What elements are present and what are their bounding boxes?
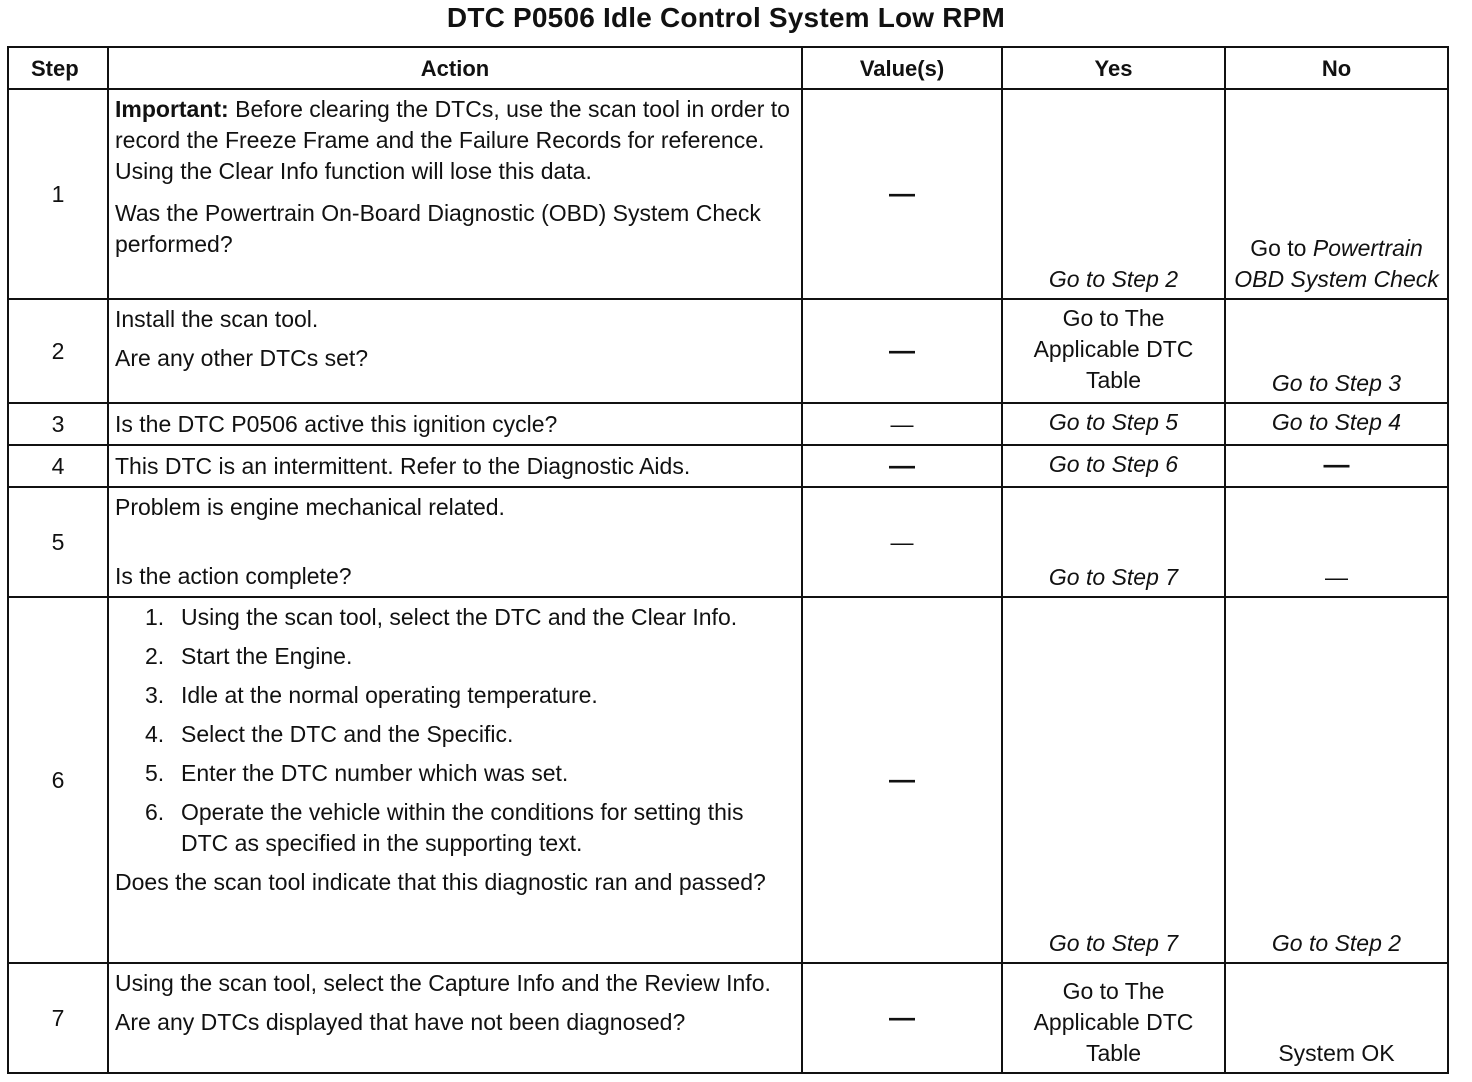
header-action: Action	[108, 47, 802, 89]
action-question: Is the DTC P0506 active this ignition cycle?	[108, 403, 802, 445]
table-row	[8, 89, 1448, 299]
step-number: 2	[8, 299, 108, 403]
header-step: Step	[8, 47, 108, 89]
action-question: This DTC is an intermittent. Refer to the Diagnostic Aids.	[108, 445, 802, 487]
yes-link[interactable]: Go to The Applicable DTC Table	[1002, 963, 1225, 1073]
yes-link[interactable]: Go to The Applicable DTC Table	[1002, 299, 1225, 403]
value-cell: —	[802, 299, 1002, 403]
value-cell: —	[802, 963, 1002, 1073]
value-cell: —	[802, 89, 1002, 299]
table-row	[8, 487, 1448, 597]
yes-link[interactable]: Go to Step 7	[1002, 597, 1225, 963]
yes-link[interactable]: Go to Step 2	[1002, 89, 1225, 299]
action-question: Does the scan tool indicate that this diagnostic ran and passed?	[115, 869, 766, 895]
table-row	[8, 597, 1448, 963]
list-item: 2. Start the Engine.	[145, 643, 353, 669]
action-cell	[108, 963, 802, 1073]
important-label: Important:	[115, 96, 229, 122]
list-item: 4. Select the DTC and the Specific.	[145, 721, 514, 747]
action-cell	[108, 487, 802, 597]
page-title: DTC P0506 Idle Control System Low RPM	[446, 2, 1006, 33]
yes-link[interactable]: Go to Step 6	[1002, 445, 1225, 487]
table-row	[8, 445, 1448, 487]
action-note: Important: Before clearing the DTCs, use the scan tool in order to record the Freeze Frame and the Failure Records for reference. Using the Clear Info function will lose this data.	[115, 96, 790, 184]
action-question: Was the Powertrain On-Board Diagnostic (OBD) System Check performed?	[115, 200, 761, 257]
action-cell	[108, 89, 802, 299]
table-row	[8, 299, 1448, 403]
no-result: System OK	[1225, 963, 1448, 1073]
list-item: 1. Using the scan tool, select the DTC and the Clear Info.	[145, 604, 738, 630]
value-cell: —	[802, 403, 1002, 445]
no-link[interactable]: Go to Step 2	[1225, 597, 1448, 963]
list-item: 6. Operate the vehicle within the conditions for setting this DTC as specified in the supporting text.	[145, 799, 744, 856]
table-row	[8, 403, 1448, 445]
action-line: Problem is engine mechanical related.	[115, 494, 505, 520]
step-number: 4	[8, 445, 108, 487]
no-cell[interactable]	[1225, 89, 1448, 299]
step-number: 7	[8, 963, 108, 1073]
value-cell: —	[802, 487, 1002, 597]
list-item: 3. Idle at the normal operating temperature.	[145, 682, 598, 708]
no-link[interactable]: Go to Step 4	[1225, 403, 1448, 445]
action-question: Is the action complete?	[115, 563, 352, 589]
no-link[interactable]: Go to Step 3	[1225, 299, 1448, 403]
procedure-list	[115, 602, 795, 859]
step-number: 6	[8, 597, 108, 963]
header-no: No	[1225, 47, 1448, 89]
value-cell: —	[802, 597, 1002, 963]
no-link[interactable]: Powertrain OBD System Check	[1234, 235, 1439, 292]
action-cell	[108, 299, 802, 403]
diagnostic-table	[7, 46, 1449, 1074]
table-row	[8, 963, 1448, 1073]
step-number: 1	[8, 89, 108, 299]
no-prefix: Go to	[1250, 235, 1307, 261]
header-row	[8, 47, 1448, 89]
yes-link[interactable]: Go to Step 7	[1002, 487, 1225, 597]
action-line: Using the scan tool, select the Capture Info and the Review Info.	[115, 970, 771, 996]
list-item: 5. Enter the DTC number which was set.	[145, 760, 569, 786]
step-number: 5	[8, 487, 108, 597]
no-cell: —	[1225, 487, 1448, 597]
step-number: 3	[8, 403, 108, 445]
action-line: Install the scan tool.	[115, 306, 319, 332]
yes-link[interactable]: Go to Step 5	[1002, 403, 1225, 445]
action-question: Are any other DTCs set?	[115, 345, 369, 371]
no-cell: —	[1225, 445, 1448, 487]
header-yes: Yes	[1002, 47, 1225, 89]
action-cell	[108, 597, 802, 963]
action-question: Are any DTCs displayed that have not been diagnosed?	[115, 1009, 686, 1035]
value-cell: —	[802, 445, 1002, 487]
header-values: Value(s)	[802, 47, 1002, 89]
